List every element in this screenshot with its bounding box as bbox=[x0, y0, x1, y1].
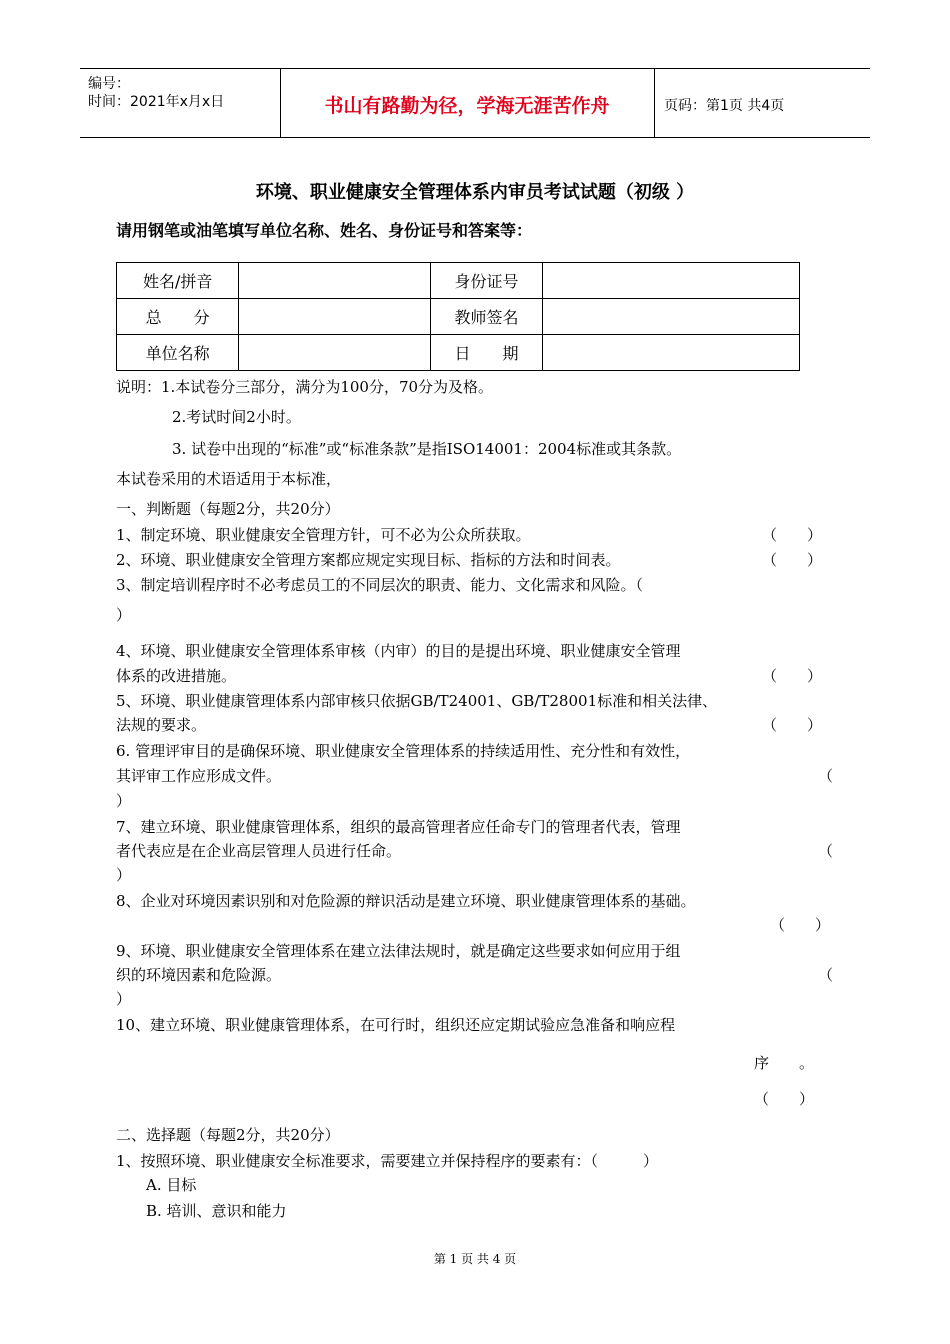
question-text: 10、建立环境、职业健康管理体系，在可行时，组织还应定期试验应急准备和响应程 bbox=[116, 1016, 676, 1034]
answer-blank[interactable]: （ ） bbox=[770, 916, 831, 934]
answer-blank[interactable]: （ ） bbox=[762, 667, 823, 685]
answer-blank-close[interactable]: ） bbox=[116, 990, 132, 1008]
question-text: 织的环境因素和危险源。 bbox=[116, 966, 282, 984]
id-field[interactable] bbox=[543, 263, 800, 299]
question-text: 6. 管理评审目的是确保环境、职业健康安全管理体系的持续适用性、充分性和有效性， bbox=[116, 742, 691, 760]
header-divider bbox=[654, 69, 655, 137]
question-text: 者代表应是在企业高层管理人员进行任命。 bbox=[116, 842, 402, 860]
answer-blank-close[interactable]: ） bbox=[116, 792, 132, 810]
section-2-heading: 二、选择题（每题2分，共20分） bbox=[116, 1126, 340, 1144]
question-text: 4、环境、职业健康安全管理体系审核（内审）的目的是提出环境、职业健康安全管理 bbox=[116, 642, 681, 660]
question-text: 体系的改进措施。 bbox=[116, 667, 237, 685]
question-text: 5、环境、职业健康管理体系内部审核只依据GB/T24001、GB/T28001标准和相关法律、 bbox=[116, 692, 718, 710]
answer-blank-open[interactable]: （ bbox=[818, 966, 834, 984]
answer-blank-open[interactable]: （ bbox=[818, 842, 834, 860]
question-text: 9、环境、职业健康安全管理体系在建立法律法规时，就是确定这些要求如何应用于组 bbox=[116, 942, 681, 960]
option-a: A. 目标 bbox=[146, 1176, 197, 1194]
teacher-signature-label: 教师签名 bbox=[430, 299, 542, 335]
header-motto: 书山有路勤为径，学海无涯苦作舟 bbox=[324, 95, 610, 117]
total-score-field[interactable] bbox=[239, 299, 430, 335]
id-label: 身份证号 bbox=[430, 263, 542, 299]
note-1: 说明：1.本试卷分三部分，满分为100分，70分为及格。 bbox=[116, 378, 494, 396]
page-footer: 第 1 页 共 4 页 bbox=[433, 1252, 517, 1266]
note-4: 本试卷采用的术语适用于本标准， bbox=[116, 470, 342, 488]
name-field[interactable] bbox=[239, 263, 430, 299]
answer-blank[interactable]: （ ） bbox=[762, 716, 823, 734]
doc-number-label: 编号： bbox=[88, 76, 130, 92]
option-b: B. 培训、意识和能力 bbox=[146, 1202, 287, 1220]
answer-blank-close[interactable]: ） bbox=[116, 866, 132, 884]
page-header bbox=[80, 68, 870, 138]
question-text: 其评审工作应形成文件。 bbox=[116, 767, 282, 785]
note-3: 3. 试卷中出现的“标准”或“标准条款”是指ISO14001：2004标准或其条款。 bbox=[172, 440, 682, 458]
name-label: 姓名/拼音 bbox=[117, 263, 239, 299]
candidate-info-table bbox=[116, 262, 800, 371]
question-text: 法规的要求。 bbox=[116, 716, 207, 734]
doc-time-label: 时间：2021年x月x日 bbox=[88, 94, 225, 110]
answer-blank-close[interactable]: ） bbox=[116, 606, 132, 624]
question-text: 8、企业对环境因素识别和对危险源的辩识活动是建立环境、职业健康管理体系的基础。 bbox=[116, 892, 696, 910]
exam-title: 环境、职业健康安全管理体系内审员考试试题（初级 ） bbox=[255, 182, 695, 203]
answer-blank[interactable]: （ ） bbox=[754, 1090, 815, 1108]
date-field[interactable] bbox=[543, 335, 800, 371]
question-text: 1、制定环境、职业健康安全管理方针，可不必为公众所获取。 bbox=[116, 526, 531, 544]
unit-name-label: 单位名称 bbox=[117, 335, 239, 371]
header-page-label: 页码：第1页 共4页 bbox=[664, 98, 785, 114]
unit-name-field[interactable] bbox=[239, 335, 430, 371]
question-text: 7、建立环境、职业健康管理体系，组织的最高管理者应任命专门的管理者代表，管理 bbox=[116, 818, 681, 836]
section-1-heading: 一、判断题（每题2分，共20分） bbox=[116, 500, 340, 518]
exam-instruction: 请用钢笔或油笔填写单位名称、姓名、身份证号和答案等： bbox=[116, 221, 533, 240]
answer-blank[interactable]: （ ） bbox=[762, 526, 823, 544]
question-text: 3、制定培训程序时不必考虑员工的不同层次的职责、能力、文化需求和风险。（ bbox=[116, 576, 644, 594]
question-text: 2、环境、职业健康安全管理方案都应规定实现目标、指标的方法和时间表。 bbox=[116, 551, 621, 569]
date-label: 日 期 bbox=[430, 335, 542, 371]
total-score-label: 总 分 bbox=[117, 299, 239, 335]
note-2: 2.考试时间2小时。 bbox=[172, 408, 301, 426]
answer-blank[interactable]: （ ） bbox=[762, 551, 823, 569]
question-text: 1、按照环境、职业健康安全标准要求，需要建立并保持程序的要素有：（ ） bbox=[116, 1152, 659, 1170]
answer-blank-open[interactable]: （ bbox=[818, 767, 834, 785]
question-text: 序 。 bbox=[754, 1054, 815, 1072]
teacher-signature-field[interactable] bbox=[543, 299, 800, 335]
